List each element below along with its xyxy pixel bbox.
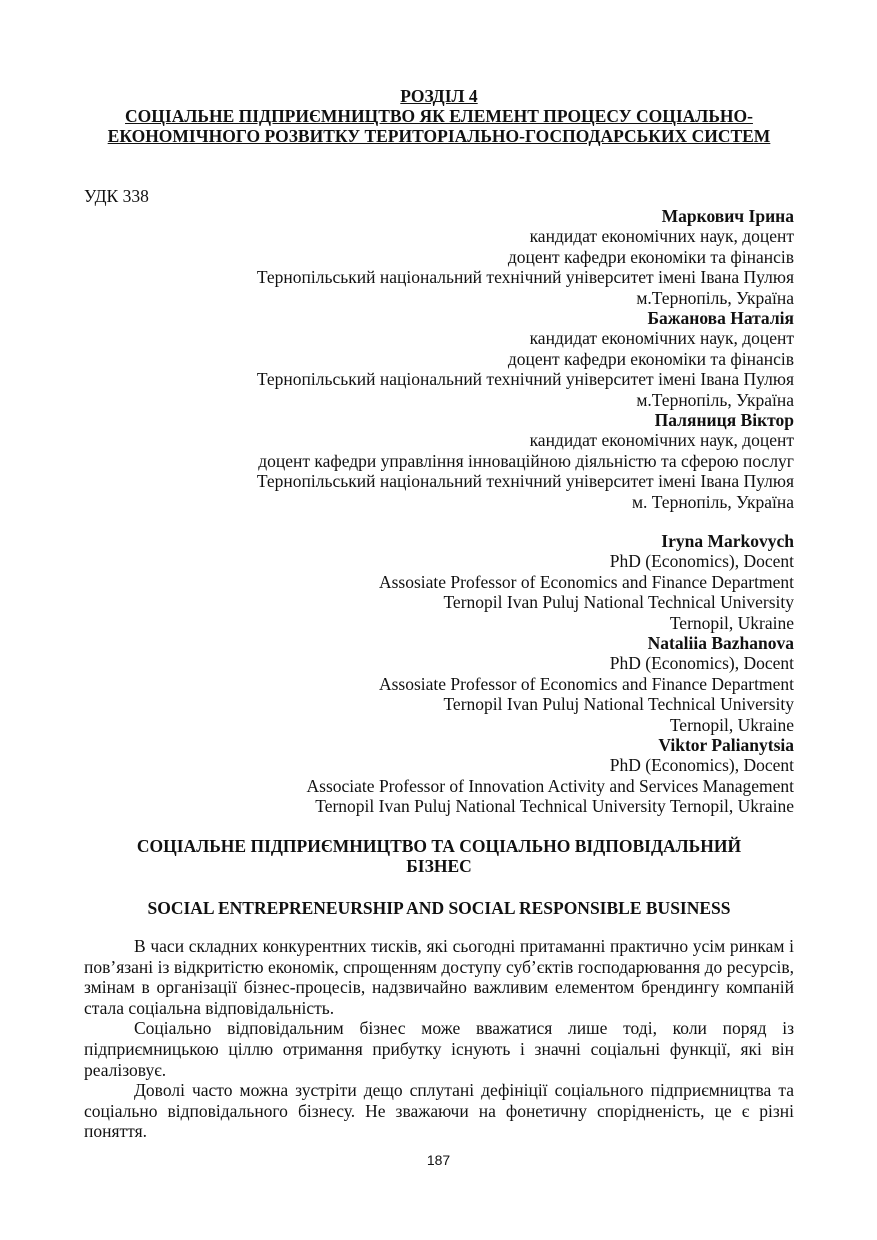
- authors-ua-block: [257, 206, 794, 512]
- page-number: 187: [426, 1152, 451, 1168]
- paragraph: Соціально відповідальним бізнес може вважатися лише тоді, коли поряд із підприємницькою ціллю отримання прибутку існують і значні соціальні функції, які він реалізовує.: [84, 1018, 794, 1080]
- author-position: Assosiate Professor of Economics and Finance Department: [378, 571, 794, 592]
- article-title-ua-line-2: БІЗНЕС: [406, 856, 472, 876]
- section-label: РОЗДІЛ 4: [400, 86, 478, 106]
- author-city: м.Тернопіль, Україна: [636, 389, 794, 410]
- author-degree: кандидат економічних наук, доцент: [529, 226, 794, 247]
- author-position: Assosiate Professor of Economics and Finance Department: [378, 673, 794, 694]
- article-title-ua-line-1: СОЦІАЛЬНЕ ПІДПРИЄМНИЦТВО ТА СОЦІАЛЬНО ВІДПОВІДАЛЬНИЙ: [136, 836, 742, 856]
- author-city: м. Тернопіль, Україна: [631, 491, 794, 512]
- author-university: Тернопільський національний технічний університет імені Івана Пулюя: [256, 267, 794, 288]
- author-position: доцент кафедри управління інноваційною діяльністю та сферою послуг: [258, 450, 794, 471]
- author-position: доцент кафедри економіки та фінансів: [507, 348, 794, 369]
- author-university: Ternopil Ivan Puluj National Technical University: [443, 694, 794, 715]
- udk-code: УДК 338: [84, 186, 149, 206]
- author-university-city: Ternopil Ivan Puluj National Technical University Ternopil, Ukraine: [315, 796, 794, 817]
- author-name: Бажанова Наталія: [647, 308, 794, 329]
- author-degree: PhD (Economics), Docent: [609, 551, 794, 572]
- author-name: Паляниця Віктор: [654, 410, 794, 431]
- author-degree: кандидат економічних наук, доцент: [529, 328, 794, 349]
- author-university: Ternopil Ivan Puluj National Technical University: [443, 592, 794, 613]
- author-position: Associate Professor of Innovation Activity and Services Management: [306, 775, 794, 796]
- article-body: [84, 936, 794, 1142]
- author-degree: кандидат економічних наук, доцент: [529, 430, 794, 451]
- author-city: Ternopil, Ukraine: [669, 612, 794, 633]
- author-position: доцент кафедри економіки та фінансів: [507, 246, 794, 267]
- article-title-en: SOCIAL ENTREPRENEURSHIP AND SOCIAL RESPONSIBLE BUSINESS: [147, 898, 731, 918]
- author-name: Nataliia Bazhanova: [647, 633, 794, 654]
- authors-en-block: [307, 531, 794, 817]
- author-degree: PhD (Economics), Docent: [609, 653, 794, 674]
- article-title-ua: [84, 836, 794, 876]
- section-heading: [84, 86, 794, 146]
- section-title-line-1: СОЦІАЛЬНЕ ПІДПРИЄМНИЦТВО ЯК ЕЛЕМЕНТ ПРОЦЕСУ СОЦІАЛЬНО-: [125, 106, 753, 126]
- paragraph: В часи складних конкурентних тисків, які сьогодні притаманні практично усім ринкам і пов’язані із відкритістю економік, спрощенням доступу суб’єктів господарювання до ресурсів, змінам в організації бізнес-процесів, надзвичайно важливим елементом брендингу компаній стала соціальна відповідальність.: [84, 936, 794, 1018]
- author-name: Iryna Markovych: [661, 531, 794, 551]
- author-name: Маркович Ірина: [661, 206, 794, 226]
- author-university: Тернопільський національний технічний університет імені Івана Пулюя: [256, 369, 794, 390]
- author-city: Ternopil, Ukraine: [669, 714, 794, 735]
- paragraph: Доволі часто можна зустріти дещо сплутані дефініції соціального підприємництва та соціально відповідального бізнесу. Не зважаючи на фонетичну спорідненість, це є різні поняття.: [84, 1080, 794, 1142]
- author-name: Viktor Palianytsia: [658, 735, 794, 756]
- author-city: м.Тернопіль, Україна: [636, 287, 794, 308]
- author-degree: PhD (Economics), Docent: [609, 755, 794, 776]
- author-university: Тернопільський національний технічний університет імені Івана Пулюя: [256, 471, 794, 492]
- section-title-line-2: ЕКОНОМІЧНОГО РОЗВИТКУ ТЕРИТОРІАЛЬНО-ГОСПОДАРСЬКИХ СИСТЕМ: [107, 126, 771, 146]
